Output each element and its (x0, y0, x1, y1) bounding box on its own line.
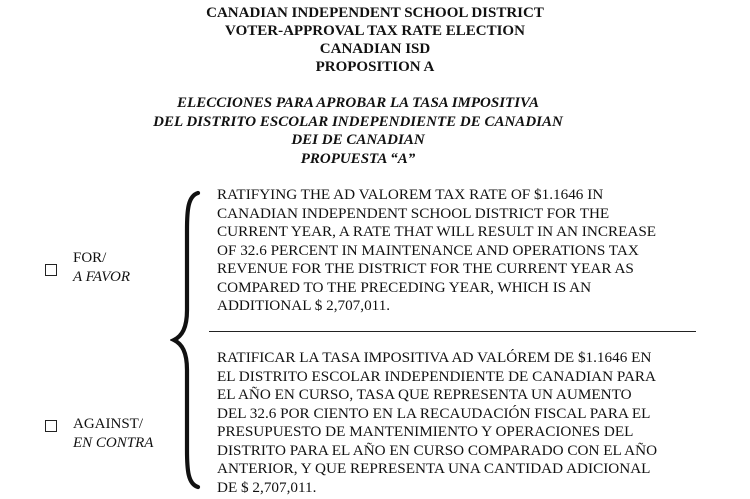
proposition-en-line: REVENUE FOR THE DISTRICT FOR THE CURRENT YEAR AS (217, 260, 634, 277)
header-isd-name: CANADIAN ISD (319, 41, 431, 57)
proposition-es-line: DISTRITO PARA EL AÑO EN CURSO COMPARADO CON EL AÑO (217, 441, 658, 459)
against-label-english: AGAINST/ (73, 416, 143, 432)
against-label (73, 415, 153, 453)
proposition-es-line: RATIFICAR LA TASA IMPOSITIVA AD VALÓREM DE $1.1646 EN (217, 349, 652, 366)
proposition-en-line: ADDITIONAL $ 2,707,011. (217, 297, 391, 314)
header-es-proposition: PROPUESTA “A” (300, 150, 416, 167)
proposition-es-line: DE $ 2,707,011. (217, 478, 317, 496)
for-label-spanish: A FAVOR (73, 269, 130, 285)
header-election-title: VOTER-APPROVAL TAX RATE ELECTION (225, 23, 525, 39)
proposition-text-spanish (217, 349, 697, 497)
proposition-es-line: EL DISTRITO ESCOLAR INDEPENDIENTE DE CANADIAN PARA (217, 367, 657, 385)
ballot-header-english (0, 4, 750, 76)
header-es-isd-name: DEI DE CANADIAN (291, 132, 425, 148)
header-es-district-name: DEL DISTRITO ESCOLAR INDEPENDIENTE DE CANADIAN (153, 113, 563, 130)
header-es-election-title: ELECCIONES PARA APROBAR LA TASA IMPOSITIVA (177, 95, 539, 111)
header-proposition: PROPOSITION A (315, 59, 435, 75)
proposition-en-line: CURRENT YEAR, A RATE THAT WILL RESULT IN AN INCREASE (217, 223, 657, 240)
for-label-english: FOR/ (73, 250, 107, 266)
header-district-name: CANADIAN INDEPENDENT SCHOOL DISTRICT (206, 5, 544, 21)
proposition-en-line: OF 32.6 PERCENT IN MAINTENANCE AND OPERATIONS TAX (217, 241, 639, 259)
proposition-en-line: RATIFYING THE AD VALOREM TAX RATE OF $1.1646 IN (217, 186, 604, 203)
proposition-en-line: COMPARED TO THE PRECEDING YEAR, WHICH IS AN (217, 278, 592, 296)
section-divider (209, 331, 696, 332)
curly-brace-icon (170, 190, 210, 490)
for-checkbox[interactable] (45, 264, 57, 276)
ballot-header-spanish (0, 94, 716, 168)
proposition-es-line: ANTERIOR, Y QUE REPRESENTA UNA CANTIDAD ADICIONAL (217, 460, 651, 477)
against-checkbox[interactable] (45, 420, 57, 432)
against-label-spanish: EN CONTRA (73, 435, 154, 451)
proposition-es-line: DEL 32.6 POR CIENTO EN LA RECAUDACIÓN FISCAL PARA EL (217, 404, 651, 422)
proposition-en-line: CANADIAN INDEPENDENT SCHOOL DISTRICT FOR THE (217, 204, 610, 222)
for-label (73, 249, 130, 287)
proposition-es-line: PRESUPUESTO DE MANTENIMIENTO Y OPERACIONES DEL (217, 423, 634, 440)
proposition-es-line: EL AÑO EN CURSO, TASA QUE REPRESENTA UN AUMENTO (217, 386, 632, 403)
proposition-text-english (217, 186, 697, 316)
